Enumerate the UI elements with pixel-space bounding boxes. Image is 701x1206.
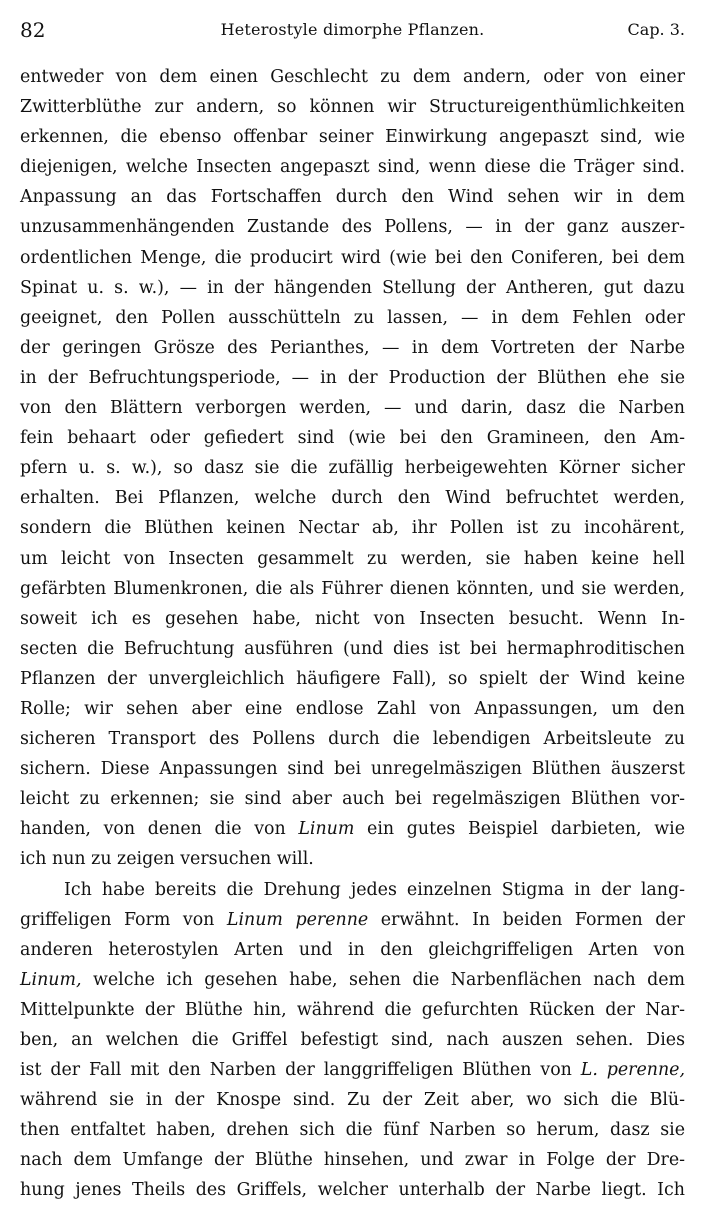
text-line: erhalten. Bei Pflanzen, welche durch den Wind befruchtet werden, — [20, 488, 685, 509]
text-line: um leicht von Insecten gesammelt zu werden, sie haben keine hell — [20, 548, 685, 569]
text-line: Pflanzen der unvergleichlich häufigere Fall), so spielt der Wind keine — [20, 668, 685, 689]
text-line: während sie in der Knospe sind. Zu der Zeit aber, wo sich die Blü- — [20, 1090, 685, 1111]
text-line: Zwitterblüthe zur andern, so können wir Structureigenthümlichkeiten — [20, 97, 685, 118]
text-line: erkennen, die ebenso offenbar seiner Einwirkung angepaszt sind, wie — [20, 127, 685, 148]
text-line: geeignet, den Pollen ausschütteln zu lassen, — in dem Fehlen oder — [20, 307, 685, 328]
species-name: Linum perenne — [226, 909, 369, 930]
text-line: soweit ich es gesehen habe, nicht von Insecten besucht. Wenn In- — [20, 608, 685, 629]
text-line: hung jenes Theils des Griffels, welcher unterhalb der Narbe liegt. Ich — [20, 1180, 685, 1201]
body-text — [20, 62, 685, 1206]
text-line: griffeligen Form von Linum perenne erwähnt. In beiden Formen der — [20, 909, 685, 930]
page-number: 82 — [20, 18, 46, 42]
text-line: unzusammenhängenden Zustande des Pollens, — in der ganz auszer- — [20, 217, 685, 238]
text-line: ich nun zu zeigen versuchen will. — [20, 849, 314, 870]
text-line: nach dem Umfange der Blüthe hinsehen, und zwar in Folge der Dre- — [20, 1150, 685, 1171]
text-line: sicheren Transport des Pollens durch die lebendigen Arbeitsleute zu — [20, 729, 685, 750]
text-line: Ich habe bereits die Drehung jedes einzelnen Stigma in der lang- — [64, 879, 685, 900]
text-line: gefärbten Blumenkronen, die als Führer dienen könnten, und sie werden, — [20, 578, 685, 599]
text-line: Anpassung an das Fortschaffen durch den Wind sehen wir in dem — [20, 187, 685, 208]
text-line: diejenigen, welche Insecten angepaszt sind, wenn diese die Träger sind. — [20, 157, 685, 178]
text-line: Linum, welche ich gesehen habe, sehen die Narbenflächen nach dem — [20, 969, 685, 990]
text-line: sichern. Diese Anpassungen sind bei unregelmäszigen Blüthen äuszerst — [20, 759, 685, 780]
text-line: Spinat u. s. w.), — in der hängenden Stellung der Antheren, gut dazu — [20, 277, 685, 298]
species-name: L. perenne, — [580, 1060, 685, 1081]
text-line: von den Blättern verborgen werden, — und darin, dasz die Narben — [20, 398, 685, 419]
text-line: ist der Fall mit den Narben der langgriffeligen Blüthen von L. perenne, — [20, 1060, 685, 1081]
text-line: leicht zu erkennen; sie sind aber auch bei regelmäszigen Blüthen vor- — [20, 789, 685, 810]
text-line: Mittelpunkte der Blüthe hin, während die gefurchten Rücken der Nar- — [20, 999, 685, 1020]
text-line: in der Befruchtungsperiode, — in der Production der Blüthen ehe sie — [20, 367, 685, 388]
text-line: entweder von dem einen Geschlecht zu dem andern, oder von einer — [20, 67, 685, 87]
text-line: Rolle; wir sehen aber eine endlose Zahl von Anpassungen, um den — [20, 698, 685, 719]
species-name: Linum, — [20, 969, 82, 990]
text-line: pfern u. s. w.), so dasz sie die zufällig herbeigewehten Körner sicher — [20, 458, 685, 479]
running-title: Heterostyle dimorphe Pflanzen. — [220, 20, 485, 39]
running-header — [20, 18, 685, 44]
text-line: fein behaart oder gefiedert sind (wie bei den Gramineen, den Am- — [20, 428, 685, 449]
text-line: secten die Befruchtung ausführen (und dies ist bei hermaphroditischen — [20, 638, 685, 659]
text-line: der geringen Grösze des Perianthes, — in dem Vortreten der Narbe — [20, 337, 685, 358]
text-line: ordentlichen Menge, die producirt wird (wie bei den Coniferen, bei dem — [20, 247, 685, 268]
text-line: anderen heterostylen Arten und in den gleichgriffeligen Arten von — [20, 939, 685, 960]
text-line: ben, an welchen die Griffel befestigt sind, nach auszen sehen. Dies — [20, 1030, 685, 1050]
text-line: then entfaltet haben, drehen sich die fünf Narben so herum, dasz sie — [20, 1120, 685, 1141]
chapter-label: Cap. 3. — [627, 20, 685, 39]
species-name: Linum — [298, 819, 355, 840]
text-line: sondern die Blüthen keinen Nectar ab, ihr Pollen ist zu incohärent, — [20, 518, 685, 539]
text-line: handen, von denen die von Linum ein gutes Beispiel darbieten, wie — [20, 819, 685, 840]
